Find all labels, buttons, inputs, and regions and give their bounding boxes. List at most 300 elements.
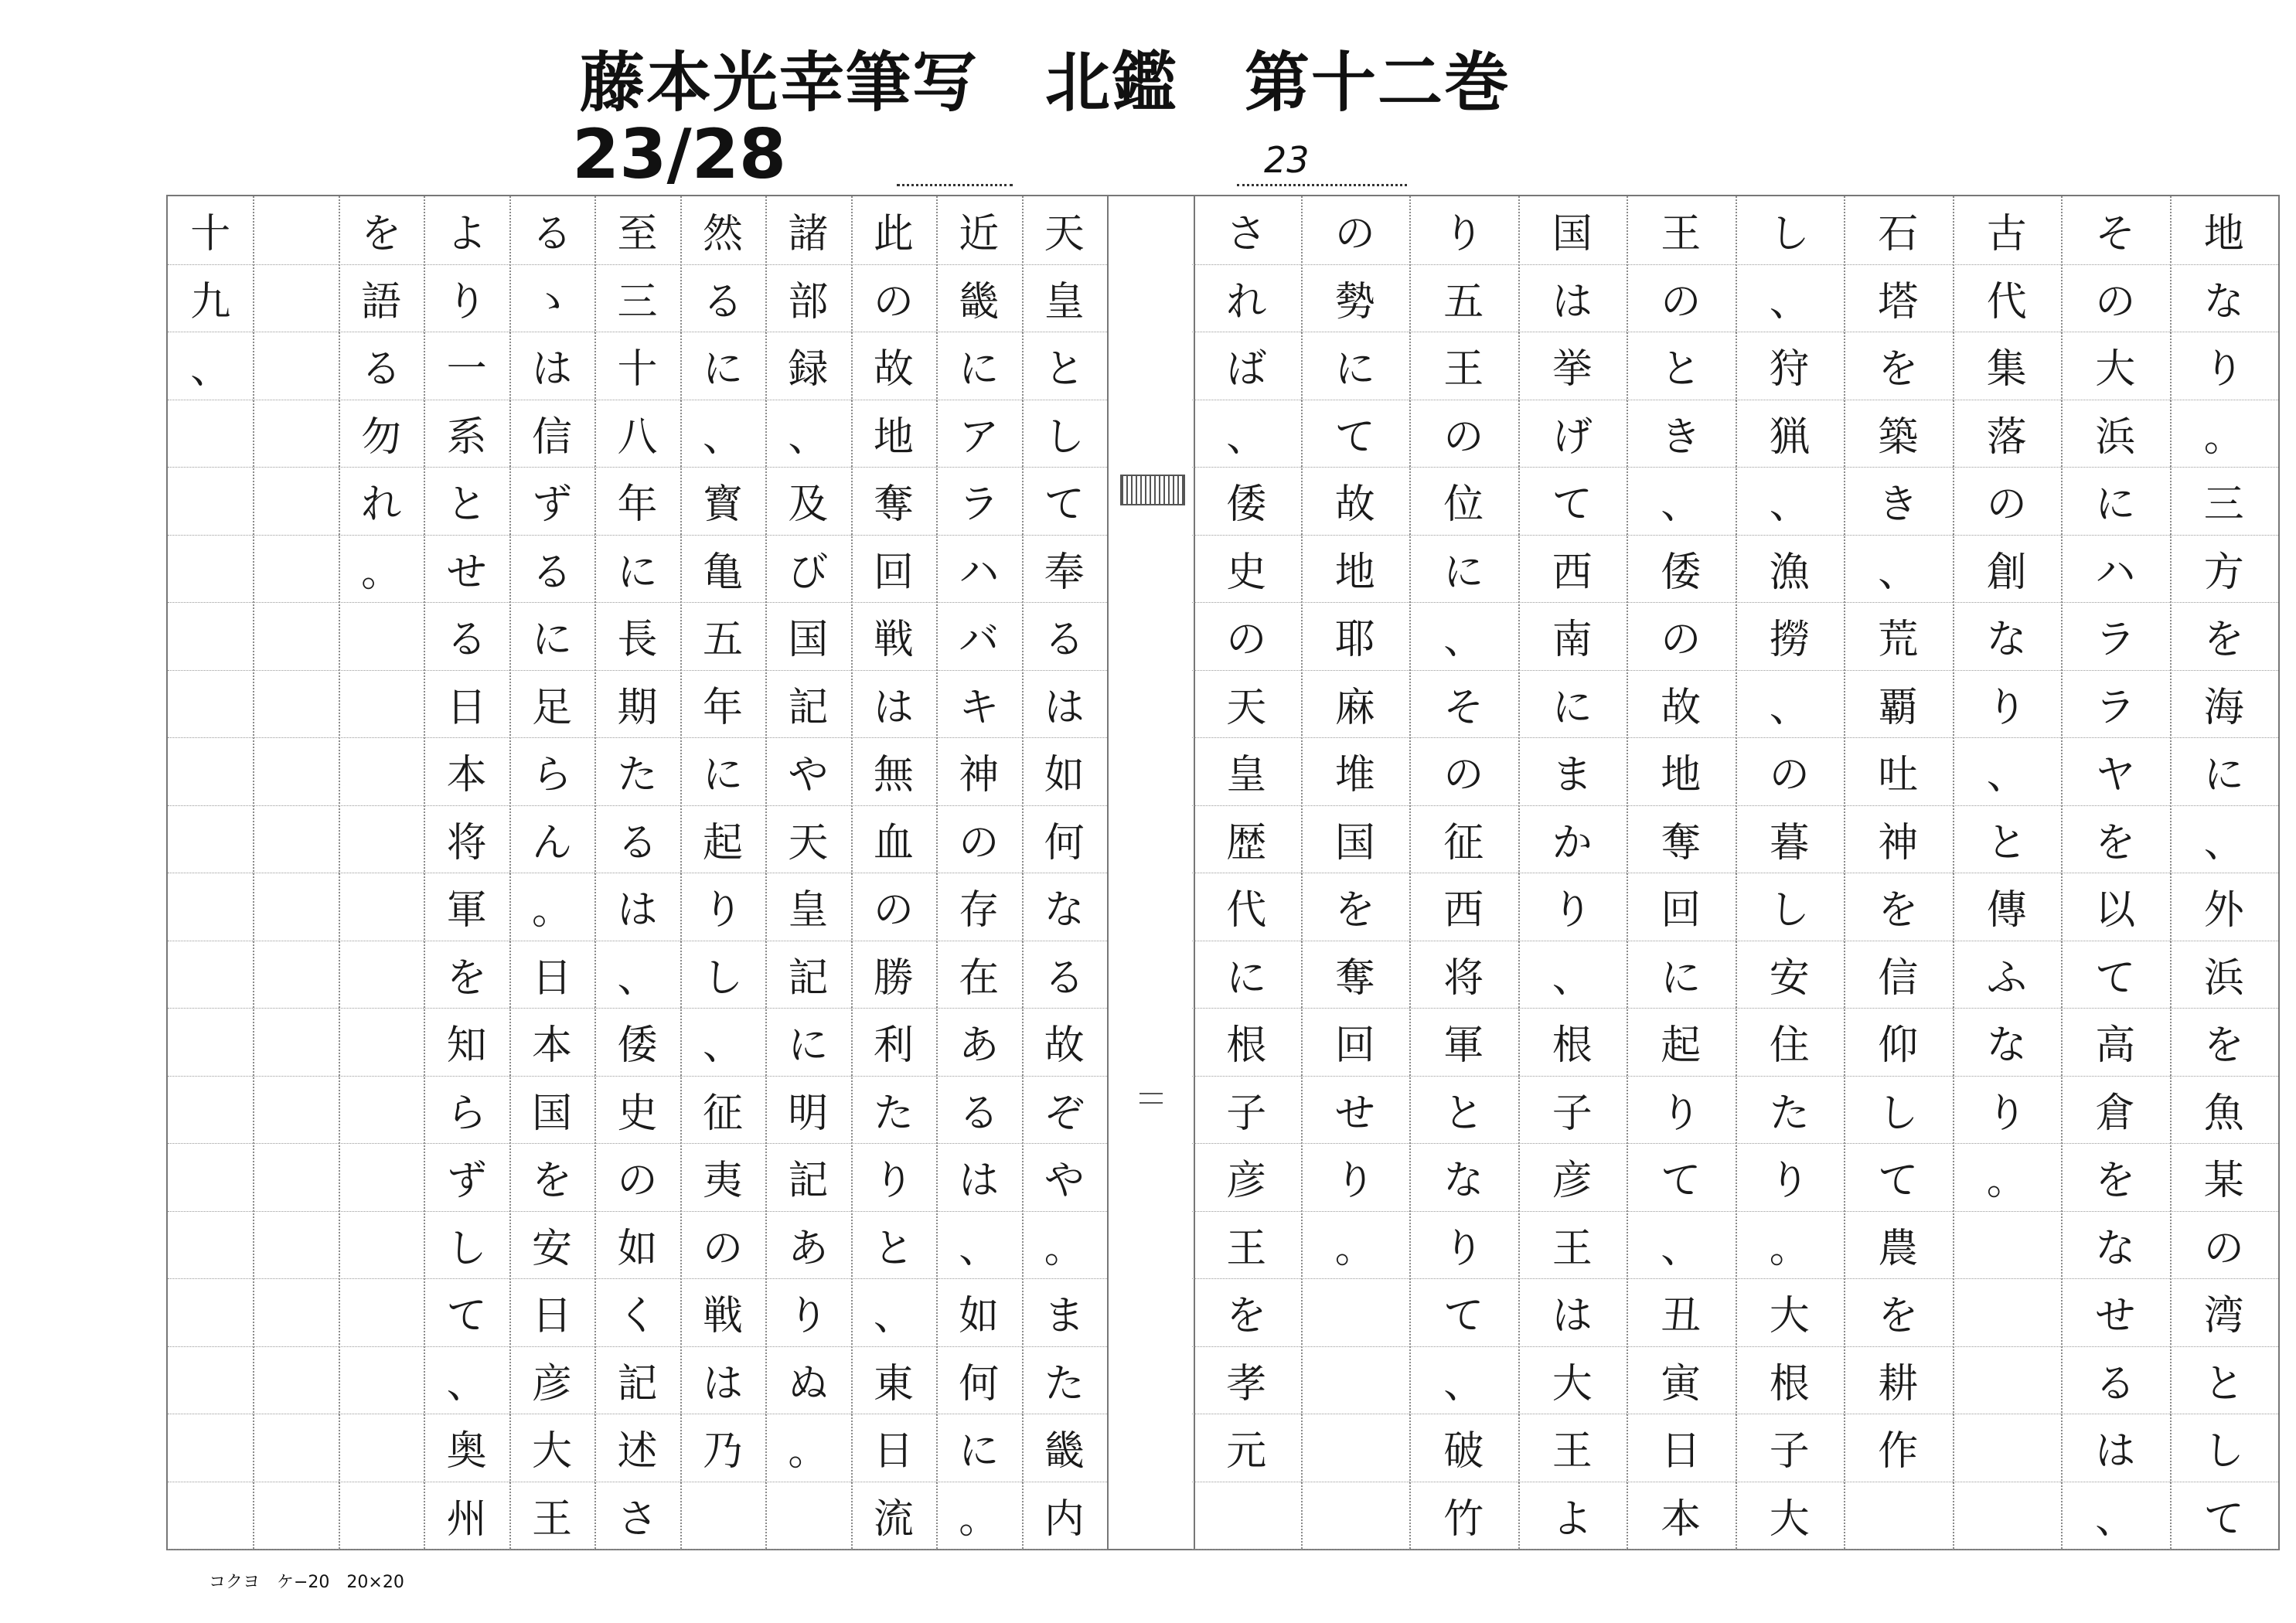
grid-cell: 築 bbox=[1844, 400, 1953, 468]
grid-cell: 回 bbox=[851, 535, 936, 604]
grid-cell: の bbox=[594, 1143, 680, 1212]
grid-cell: 耕 bbox=[1844, 1346, 1953, 1415]
grid-cell: の bbox=[1736, 737, 1845, 806]
grid-cell: 十 bbox=[594, 332, 680, 400]
grid-cell: や bbox=[1022, 1143, 1107, 1212]
grid-cell: し bbox=[1844, 1076, 1953, 1145]
grid-cell: し bbox=[680, 941, 765, 1009]
grid-cell: 故 bbox=[1301, 467, 1410, 536]
text-column bbox=[253, 196, 338, 1549]
grid-cell: 猟 bbox=[1736, 400, 1845, 468]
grid-cell bbox=[339, 805, 424, 874]
grid-cell: ラ bbox=[2061, 670, 2170, 739]
grid-cell: 、 bbox=[680, 1008, 765, 1077]
grid-cell: 南 bbox=[1518, 602, 1627, 671]
grid-cell bbox=[1301, 1346, 1410, 1415]
grid-cell: と bbox=[1953, 805, 2062, 874]
grid-cell: 、 bbox=[1844, 535, 1953, 604]
grid-cell: 。 bbox=[339, 535, 424, 604]
grid-cell: 三 bbox=[594, 264, 680, 333]
grid-cell: 暮 bbox=[1736, 805, 1845, 874]
grid-cell: ラ bbox=[2061, 602, 2170, 671]
grid-cell: た bbox=[594, 737, 680, 806]
grid-cell: 地 bbox=[1301, 535, 1410, 604]
grid-cell: 、 bbox=[1736, 467, 1845, 536]
grid-cell: 撈 bbox=[1736, 602, 1845, 671]
grid-cell: 日 bbox=[509, 941, 594, 1009]
grid-cell: て bbox=[1627, 1143, 1736, 1212]
grid-cell: 西 bbox=[1518, 535, 1627, 604]
grid-cell: 王 bbox=[1627, 196, 1736, 265]
grid-cell bbox=[253, 602, 338, 671]
grid-cell: 回 bbox=[1627, 873, 1736, 941]
grid-cell: の bbox=[851, 873, 936, 941]
grid-cell: の bbox=[1301, 196, 1410, 265]
grid-cell: 勿 bbox=[339, 400, 424, 468]
grid-cell: 、 bbox=[680, 400, 765, 468]
grid-cell: な bbox=[1953, 602, 2062, 671]
grid-cell: 、 bbox=[1736, 264, 1845, 333]
grid-cell bbox=[1953, 1211, 2062, 1280]
grid-cell: 亀 bbox=[680, 535, 765, 604]
grid-cell: 大 bbox=[1736, 1278, 1845, 1347]
grid-cell bbox=[1953, 1414, 2062, 1482]
grid-cell: 、 bbox=[594, 941, 680, 1009]
grid-cell: は bbox=[936, 1143, 1021, 1212]
grid-cell: し bbox=[1736, 873, 1845, 941]
grid-cell: 、 bbox=[2170, 805, 2279, 874]
grid-cell: 系 bbox=[424, 400, 509, 468]
text-column bbox=[1518, 196, 1627, 1549]
grid-cell: 戦 bbox=[851, 602, 936, 671]
grid-cell: り bbox=[851, 1143, 936, 1212]
grid-cell bbox=[253, 1076, 338, 1145]
grid-cell: た bbox=[851, 1076, 936, 1145]
grid-cell: 流 bbox=[851, 1482, 936, 1550]
grid-cell bbox=[253, 1346, 338, 1415]
grid-cell: 此 bbox=[851, 196, 936, 265]
grid-cell: ハ bbox=[2061, 535, 2170, 604]
grid-cell: 故 bbox=[1627, 670, 1736, 739]
grid-cell bbox=[168, 873, 253, 941]
grid-cell: 何 bbox=[1022, 805, 1107, 874]
grid-cell: に bbox=[509, 602, 594, 671]
grid-cell: の bbox=[2061, 264, 2170, 333]
grid-cell: の bbox=[1409, 737, 1518, 806]
grid-cell: を bbox=[1844, 873, 1953, 941]
grid-cell bbox=[253, 196, 338, 265]
grid-cell: 軍 bbox=[424, 873, 509, 941]
grid-cell: ア bbox=[936, 400, 1021, 468]
grid-cell bbox=[253, 1482, 338, 1550]
grid-cell: 大 bbox=[2061, 332, 2170, 400]
grid-cell: 在 bbox=[936, 941, 1021, 1009]
text-column bbox=[1409, 196, 1518, 1549]
grid-cell: 、 bbox=[1953, 737, 2062, 806]
grid-cell: ぞ bbox=[1022, 1076, 1107, 1145]
grid-cell: ん bbox=[509, 805, 594, 874]
grid-cell: 竹 bbox=[1409, 1482, 1518, 1550]
grid-cell: り bbox=[1518, 873, 1627, 941]
text-column bbox=[680, 196, 765, 1549]
grid-cell: に bbox=[765, 1008, 850, 1077]
text-column bbox=[936, 196, 1021, 1549]
grid-cell: 倭 bbox=[1192, 467, 1301, 536]
grid-cell bbox=[168, 1143, 253, 1212]
grid-cell: 本 bbox=[509, 1008, 594, 1077]
grid-cell: 奥 bbox=[424, 1414, 509, 1482]
grid-cell: は bbox=[1518, 1278, 1627, 1347]
text-column bbox=[765, 196, 850, 1549]
grid-cell: 年 bbox=[680, 670, 765, 739]
grid-cell bbox=[253, 805, 338, 874]
grid-cell: 倉 bbox=[2061, 1076, 2170, 1145]
grid-cell: は bbox=[1022, 670, 1107, 739]
grid-cell bbox=[1301, 1482, 1410, 1550]
grid-cell: 丑 bbox=[1627, 1278, 1736, 1347]
grid-cell bbox=[339, 941, 424, 1009]
grid-cell: ら bbox=[509, 737, 594, 806]
grid-cell: 塔 bbox=[1844, 264, 1953, 333]
grid-cell: 信 bbox=[509, 400, 594, 468]
grid-cell bbox=[253, 264, 338, 333]
grid-cell bbox=[339, 737, 424, 806]
grid-cell: 狩 bbox=[1736, 332, 1845, 400]
grid-cell: 。 bbox=[1736, 1211, 1845, 1280]
text-column bbox=[2061, 196, 2170, 1549]
grid-cell: 戦 bbox=[680, 1278, 765, 1347]
grid-cell: 史 bbox=[594, 1076, 680, 1145]
grid-cell: て bbox=[2170, 1482, 2279, 1550]
grid-cell: 、 bbox=[2061, 1482, 2170, 1550]
grid-cell: の bbox=[1409, 400, 1518, 468]
grid-cell: る bbox=[1022, 602, 1107, 671]
grid-cell: 魚 bbox=[2170, 1076, 2279, 1145]
grid-cell: げ bbox=[1518, 400, 1627, 468]
grid-cell: 如 bbox=[1022, 737, 1107, 806]
grid-cell bbox=[339, 873, 424, 941]
grid-cell: 王 bbox=[1518, 1414, 1627, 1482]
grid-cell: 征 bbox=[1409, 805, 1518, 874]
grid-cell: れ bbox=[1192, 264, 1301, 333]
grid-cell: に bbox=[2170, 737, 2279, 806]
grid-cell: の bbox=[1627, 602, 1736, 671]
grid-cell: る bbox=[424, 602, 509, 671]
grid-cell: 。 bbox=[1301, 1211, 1410, 1280]
text-column bbox=[1844, 196, 1953, 1549]
grid-cell: ま bbox=[1518, 737, 1627, 806]
grid-cell bbox=[168, 941, 253, 1009]
grid-cell: に bbox=[680, 737, 765, 806]
grid-cell: 近 bbox=[936, 196, 1021, 265]
grid-cell: 荒 bbox=[1844, 602, 1953, 671]
grid-cell: 、 bbox=[1409, 1346, 1518, 1415]
grid-cell: り bbox=[1627, 1076, 1736, 1145]
grid-cell: を bbox=[2170, 1008, 2279, 1077]
grid-cell: て bbox=[1022, 467, 1107, 536]
text-column bbox=[851, 196, 936, 1549]
grid-cell: 天 bbox=[765, 805, 850, 874]
grid-cell: な bbox=[1022, 873, 1107, 941]
grid-cell bbox=[765, 1482, 850, 1550]
grid-cell: て bbox=[1301, 400, 1410, 468]
grid-cell: 起 bbox=[680, 805, 765, 874]
grid-cell bbox=[339, 1346, 424, 1415]
grid-cell: ヤ bbox=[2061, 737, 2170, 806]
grid-cell: は bbox=[509, 332, 594, 400]
grid-cell: ま bbox=[1022, 1278, 1107, 1347]
grid-cell: と bbox=[424, 467, 509, 536]
grid-cell: 神 bbox=[1844, 805, 1953, 874]
grid-cell: 勝 bbox=[851, 941, 936, 1009]
grid-cell: た bbox=[1736, 1076, 1845, 1145]
grid-cell: 高 bbox=[2061, 1008, 2170, 1077]
grid-cell bbox=[168, 737, 253, 806]
grid-cell: さ bbox=[594, 1482, 680, 1550]
grid-cell: ず bbox=[509, 467, 594, 536]
grid-cell: 、 bbox=[936, 1211, 1021, 1280]
grid-cell: と bbox=[1409, 1076, 1518, 1145]
grid-cell: せ bbox=[424, 535, 509, 604]
grid-cell bbox=[168, 1346, 253, 1415]
grid-cell: 畿 bbox=[1022, 1414, 1107, 1482]
grid-cell bbox=[168, 670, 253, 739]
grid-cell: 国 bbox=[509, 1076, 594, 1145]
grid-cell: る bbox=[2061, 1346, 2170, 1415]
grid-cell bbox=[253, 400, 338, 468]
grid-cell: に bbox=[680, 332, 765, 400]
grid-cell: 浜 bbox=[2170, 941, 2279, 1009]
grid-cell: 根 bbox=[1736, 1346, 1845, 1415]
grid-cell: の bbox=[936, 805, 1021, 874]
grid-cell: や bbox=[765, 737, 850, 806]
grid-cell: の bbox=[680, 1211, 765, 1280]
text-column bbox=[1192, 196, 1301, 1549]
grid-cell: 位 bbox=[1409, 467, 1518, 536]
grid-cell: 血 bbox=[851, 805, 936, 874]
grid-cell: し bbox=[1022, 400, 1107, 468]
grid-cell bbox=[1953, 1482, 2062, 1550]
grid-cell: を bbox=[1844, 1278, 1953, 1347]
grid-cell bbox=[253, 737, 338, 806]
grid-cell: 信 bbox=[1844, 941, 1953, 1009]
grid-cell: 何 bbox=[936, 1346, 1021, 1415]
grid-cell bbox=[168, 805, 253, 874]
left-page bbox=[168, 196, 1107, 1549]
grid-cell: 住 bbox=[1736, 1008, 1845, 1077]
grid-cell: 州 bbox=[424, 1482, 509, 1550]
grid-cell: 皇 bbox=[765, 873, 850, 941]
grid-cell bbox=[168, 1414, 253, 1482]
grid-cell: 奪 bbox=[1301, 941, 1410, 1009]
grid-cell: な bbox=[1409, 1143, 1518, 1212]
grid-cell: 知 bbox=[424, 1008, 509, 1077]
grid-cell: 奉 bbox=[1022, 535, 1107, 604]
grid-cell: 日 bbox=[851, 1414, 936, 1482]
grid-cell bbox=[253, 1414, 338, 1482]
grid-cell: 至 bbox=[594, 196, 680, 265]
text-column bbox=[424, 196, 509, 1549]
grid-cell: 奪 bbox=[1627, 805, 1736, 874]
grid-cell bbox=[1953, 1346, 2062, 1415]
grid-cell: ら bbox=[424, 1076, 509, 1145]
grid-cell: ぬ bbox=[765, 1346, 850, 1415]
text-column bbox=[2170, 196, 2279, 1549]
grid-cell: り bbox=[680, 873, 765, 941]
grid-cell: は bbox=[851, 670, 936, 739]
grid-cell: 某 bbox=[2170, 1143, 2279, 1212]
grid-cell: ラ bbox=[936, 467, 1021, 536]
grid-cell: 本 bbox=[424, 737, 509, 806]
grid-cell: 以 bbox=[2061, 873, 2170, 941]
grid-cell: 利 bbox=[851, 1008, 936, 1077]
document-title: 藤本光幸筆写 北鑑 第十二巻 bbox=[580, 45, 1511, 121]
grid-cell: 明 bbox=[765, 1076, 850, 1145]
grid-cell: 日 bbox=[424, 670, 509, 739]
grid-cell: 大 bbox=[509, 1414, 594, 1482]
grid-cell: 石 bbox=[1844, 196, 1953, 265]
grid-cell: 五 bbox=[680, 602, 765, 671]
grid-cell bbox=[1301, 1414, 1410, 1482]
grid-cell: に bbox=[1627, 941, 1736, 1009]
grid-cell: よ bbox=[424, 196, 509, 265]
grid-cell: 日 bbox=[509, 1278, 594, 1347]
grid-cell: ば bbox=[1192, 332, 1301, 400]
grid-cell: る bbox=[339, 332, 424, 400]
grid-cell: く bbox=[594, 1278, 680, 1347]
grid-cell: し bbox=[424, 1211, 509, 1280]
grid-cell: の bbox=[1953, 467, 2062, 536]
grid-cell: と bbox=[851, 1211, 936, 1280]
grid-cell: 。 bbox=[1022, 1211, 1107, 1280]
grid-cell: る bbox=[509, 196, 594, 265]
grid-cell: な bbox=[2061, 1211, 2170, 1280]
grid-cell: 奪 bbox=[851, 467, 936, 536]
grid-cell: 子 bbox=[1736, 1414, 1845, 1482]
grid-cell: 本 bbox=[1627, 1482, 1736, 1550]
grid-cell: を bbox=[2170, 602, 2279, 671]
grid-cell: 皇 bbox=[1192, 737, 1301, 806]
grid-cell: と bbox=[1627, 332, 1736, 400]
grid-cell: 農 bbox=[1844, 1211, 1953, 1280]
grid-cell: は bbox=[594, 873, 680, 941]
grid-cell: 浜 bbox=[2061, 400, 2170, 468]
manuscript-paper bbox=[166, 195, 2280, 1550]
grid-cell bbox=[253, 941, 338, 1009]
grid-cell bbox=[168, 400, 253, 468]
grid-cell bbox=[253, 1211, 338, 1280]
grid-cell: 勢 bbox=[1301, 264, 1410, 333]
grid-cell bbox=[339, 1211, 424, 1280]
grid-cell: と bbox=[1022, 332, 1107, 400]
grid-cell: 代 bbox=[1192, 873, 1301, 941]
grid-cell: に bbox=[1409, 535, 1518, 604]
grid-cell: の bbox=[1627, 264, 1736, 333]
grid-cell: 年 bbox=[594, 467, 680, 536]
grid-cell: 、 bbox=[1409, 602, 1518, 671]
grid-cell bbox=[168, 1278, 253, 1347]
grid-cell bbox=[339, 1008, 424, 1077]
grid-cell: 国 bbox=[1301, 805, 1410, 874]
grid-cell: て bbox=[1844, 1143, 1953, 1212]
grid-cell: 王 bbox=[509, 1482, 594, 1550]
grid-cell: て bbox=[424, 1278, 509, 1347]
grid-cell: に bbox=[1192, 941, 1301, 1009]
grid-cell bbox=[1301, 1278, 1410, 1347]
grid-cell: 天 bbox=[1192, 670, 1301, 739]
paper-footer-label: コクヨ ケ−20 20×20 bbox=[209, 1573, 404, 1592]
text-column bbox=[1627, 196, 1736, 1549]
dotted-rule-left bbox=[897, 184, 1013, 186]
grid-cell: 国 bbox=[765, 602, 850, 671]
grid-cell: 長 bbox=[594, 602, 680, 671]
grid-cell: な bbox=[1953, 1008, 2062, 1077]
grid-cell: 五 bbox=[1409, 264, 1518, 333]
text-column bbox=[1953, 196, 2062, 1549]
grid-cell: 王 bbox=[1409, 332, 1518, 400]
grid-cell: る bbox=[936, 1076, 1021, 1145]
grid-cell: 。 bbox=[1953, 1143, 2062, 1212]
grid-cell: を bbox=[1301, 873, 1410, 941]
grid-cell: 記 bbox=[765, 1143, 850, 1212]
grid-cell: 夷 bbox=[680, 1143, 765, 1212]
text-column bbox=[168, 196, 253, 1549]
grid-cell: 耶 bbox=[1301, 602, 1410, 671]
grid-cell: の bbox=[1192, 602, 1301, 671]
grid-cell: て bbox=[1409, 1278, 1518, 1347]
grid-cell bbox=[253, 535, 338, 604]
grid-cell: し bbox=[2170, 1414, 2279, 1482]
grid-cell: な bbox=[2170, 264, 2279, 333]
text-column bbox=[1022, 196, 1107, 1549]
grid-cell: り bbox=[1953, 1076, 2062, 1145]
grid-cell: ず bbox=[424, 1143, 509, 1212]
text-column bbox=[509, 196, 594, 1549]
grid-cell: 如 bbox=[936, 1278, 1021, 1347]
grid-cell: 挙 bbox=[1518, 332, 1627, 400]
text-column bbox=[339, 196, 424, 1549]
grid-cell: の bbox=[851, 264, 936, 333]
grid-cell: 軍 bbox=[1409, 1008, 1518, 1077]
grid-cell: り bbox=[765, 1278, 850, 1347]
grid-cell bbox=[339, 602, 424, 671]
grid-cell: キ bbox=[936, 670, 1021, 739]
grid-cell: 彦 bbox=[1518, 1143, 1627, 1212]
grid-cell: 外 bbox=[2170, 873, 2279, 941]
grid-cell: 仰 bbox=[1844, 1008, 1953, 1077]
grid-cell: 。 bbox=[936, 1482, 1021, 1550]
grid-cell: 寅 bbox=[1627, 1346, 1736, 1415]
grid-cell: 元 bbox=[1192, 1414, 1301, 1482]
grid-cell: 諸 bbox=[765, 196, 850, 265]
grid-cell: る bbox=[509, 535, 594, 604]
grid-cell: 、 bbox=[1627, 467, 1736, 536]
grid-cell: 三 bbox=[2170, 467, 2279, 536]
grid-cell: 根 bbox=[1518, 1008, 1627, 1077]
grid-cell: て bbox=[2061, 941, 2170, 1009]
gutter-mark bbox=[1120, 475, 1185, 505]
grid-cell: 征 bbox=[680, 1076, 765, 1145]
grid-cell: を bbox=[2061, 805, 2170, 874]
grid-cell: 湾 bbox=[2170, 1278, 2279, 1347]
grid-cell: そ bbox=[1409, 670, 1518, 739]
grid-cell: 畿 bbox=[936, 264, 1021, 333]
grid-cell: 神 bbox=[936, 737, 1021, 806]
grid-cell: 、 bbox=[168, 332, 253, 400]
grid-cell: び bbox=[765, 535, 850, 604]
grid-cell: 然 bbox=[680, 196, 765, 265]
grid-cell bbox=[1844, 1482, 1953, 1550]
